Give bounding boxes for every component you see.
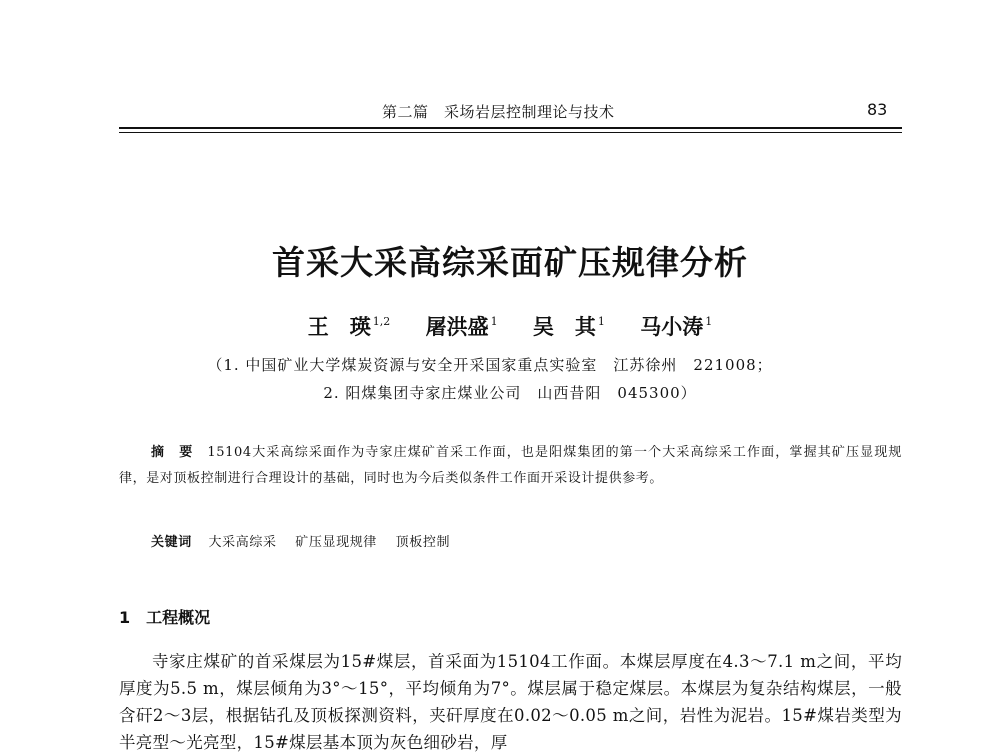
article-title: 首采大采高综采面矿压规律分析 — [272, 243, 748, 282]
author-1 — [308, 311, 391, 341]
section-number: 1 — [119, 608, 131, 627]
section-heading — [119, 605, 210, 628]
abstract-label: 摘 要 — [151, 445, 194, 460]
author-name: 王 瑛 — [307, 314, 371, 339]
section-body-text: 寺家庄煤矿的首采煤层为15#煤层，首采面为15104工作面。本煤层厚度在4.3～7.1 m之间，平均厚度为5.5 m，煤层倾角为3°～15°，平均倾角为7°。煤层属于稳定煤层。本煤层为复杂结构煤层，一般含矸2～3层，根据钻孔及顶板探测资料，夹矸厚度在0.02～0.05 m之间，岩性为泥岩。15#煤岩类型为半亮型～光亮型，15#煤层基本顶为灰色细砂岩，厚 — [119, 652, 902, 752]
keyword: 矿压显现规律 — [295, 535, 377, 550]
author-3 — [533, 311, 605, 341]
abstract-text: 15104大采高综采面作为寺家庄煤矿首采工作面，也是阳煤集团的第一个大采高综采工作面，掌握其矿压显现规律，是对顶板控制进行合理设计的基础，同时也为今后类似条件工作面开采设计提供参考。 — [119, 445, 902, 486]
author-list — [10, 311, 1000, 341]
author-affil-sup: 1 — [597, 315, 605, 328]
page-number: 83 — [867, 100, 888, 119]
keyword: 大采高综采 — [208, 535, 277, 550]
author-affil-sup: 1,2 — [372, 315, 391, 328]
author-name: 吴 其 — [532, 314, 596, 339]
keyword: 顶板控制 — [395, 535, 451, 550]
header-rule-thick — [119, 127, 902, 129]
header-rule-thin — [119, 132, 902, 133]
affiliation-1: （1. 中国矿业大学煤炭资源与安全开采国家重点实验室 江苏徐州 221008； — [207, 356, 773, 374]
author-affil-sup: 1 — [490, 315, 498, 328]
author-4 — [640, 311, 712, 341]
keywords-label: 关键词 — [151, 535, 192, 550]
running-header-title: 第二篇 采场岩层控制理论与技术 — [382, 103, 615, 121]
abstract — [119, 440, 902, 492]
author-affil-sup: 1 — [705, 315, 713, 328]
author-2 — [426, 311, 498, 341]
author-name: 屠洪盛 — [425, 314, 489, 339]
keywords — [151, 531, 464, 550]
author-name: 马小涛 — [640, 314, 704, 339]
affiliation-2: 2. 阳煤集团寺家庄煤业公司 山西昔阳 045300） — [323, 384, 697, 402]
section-title: 工程概况 — [146, 608, 211, 627]
